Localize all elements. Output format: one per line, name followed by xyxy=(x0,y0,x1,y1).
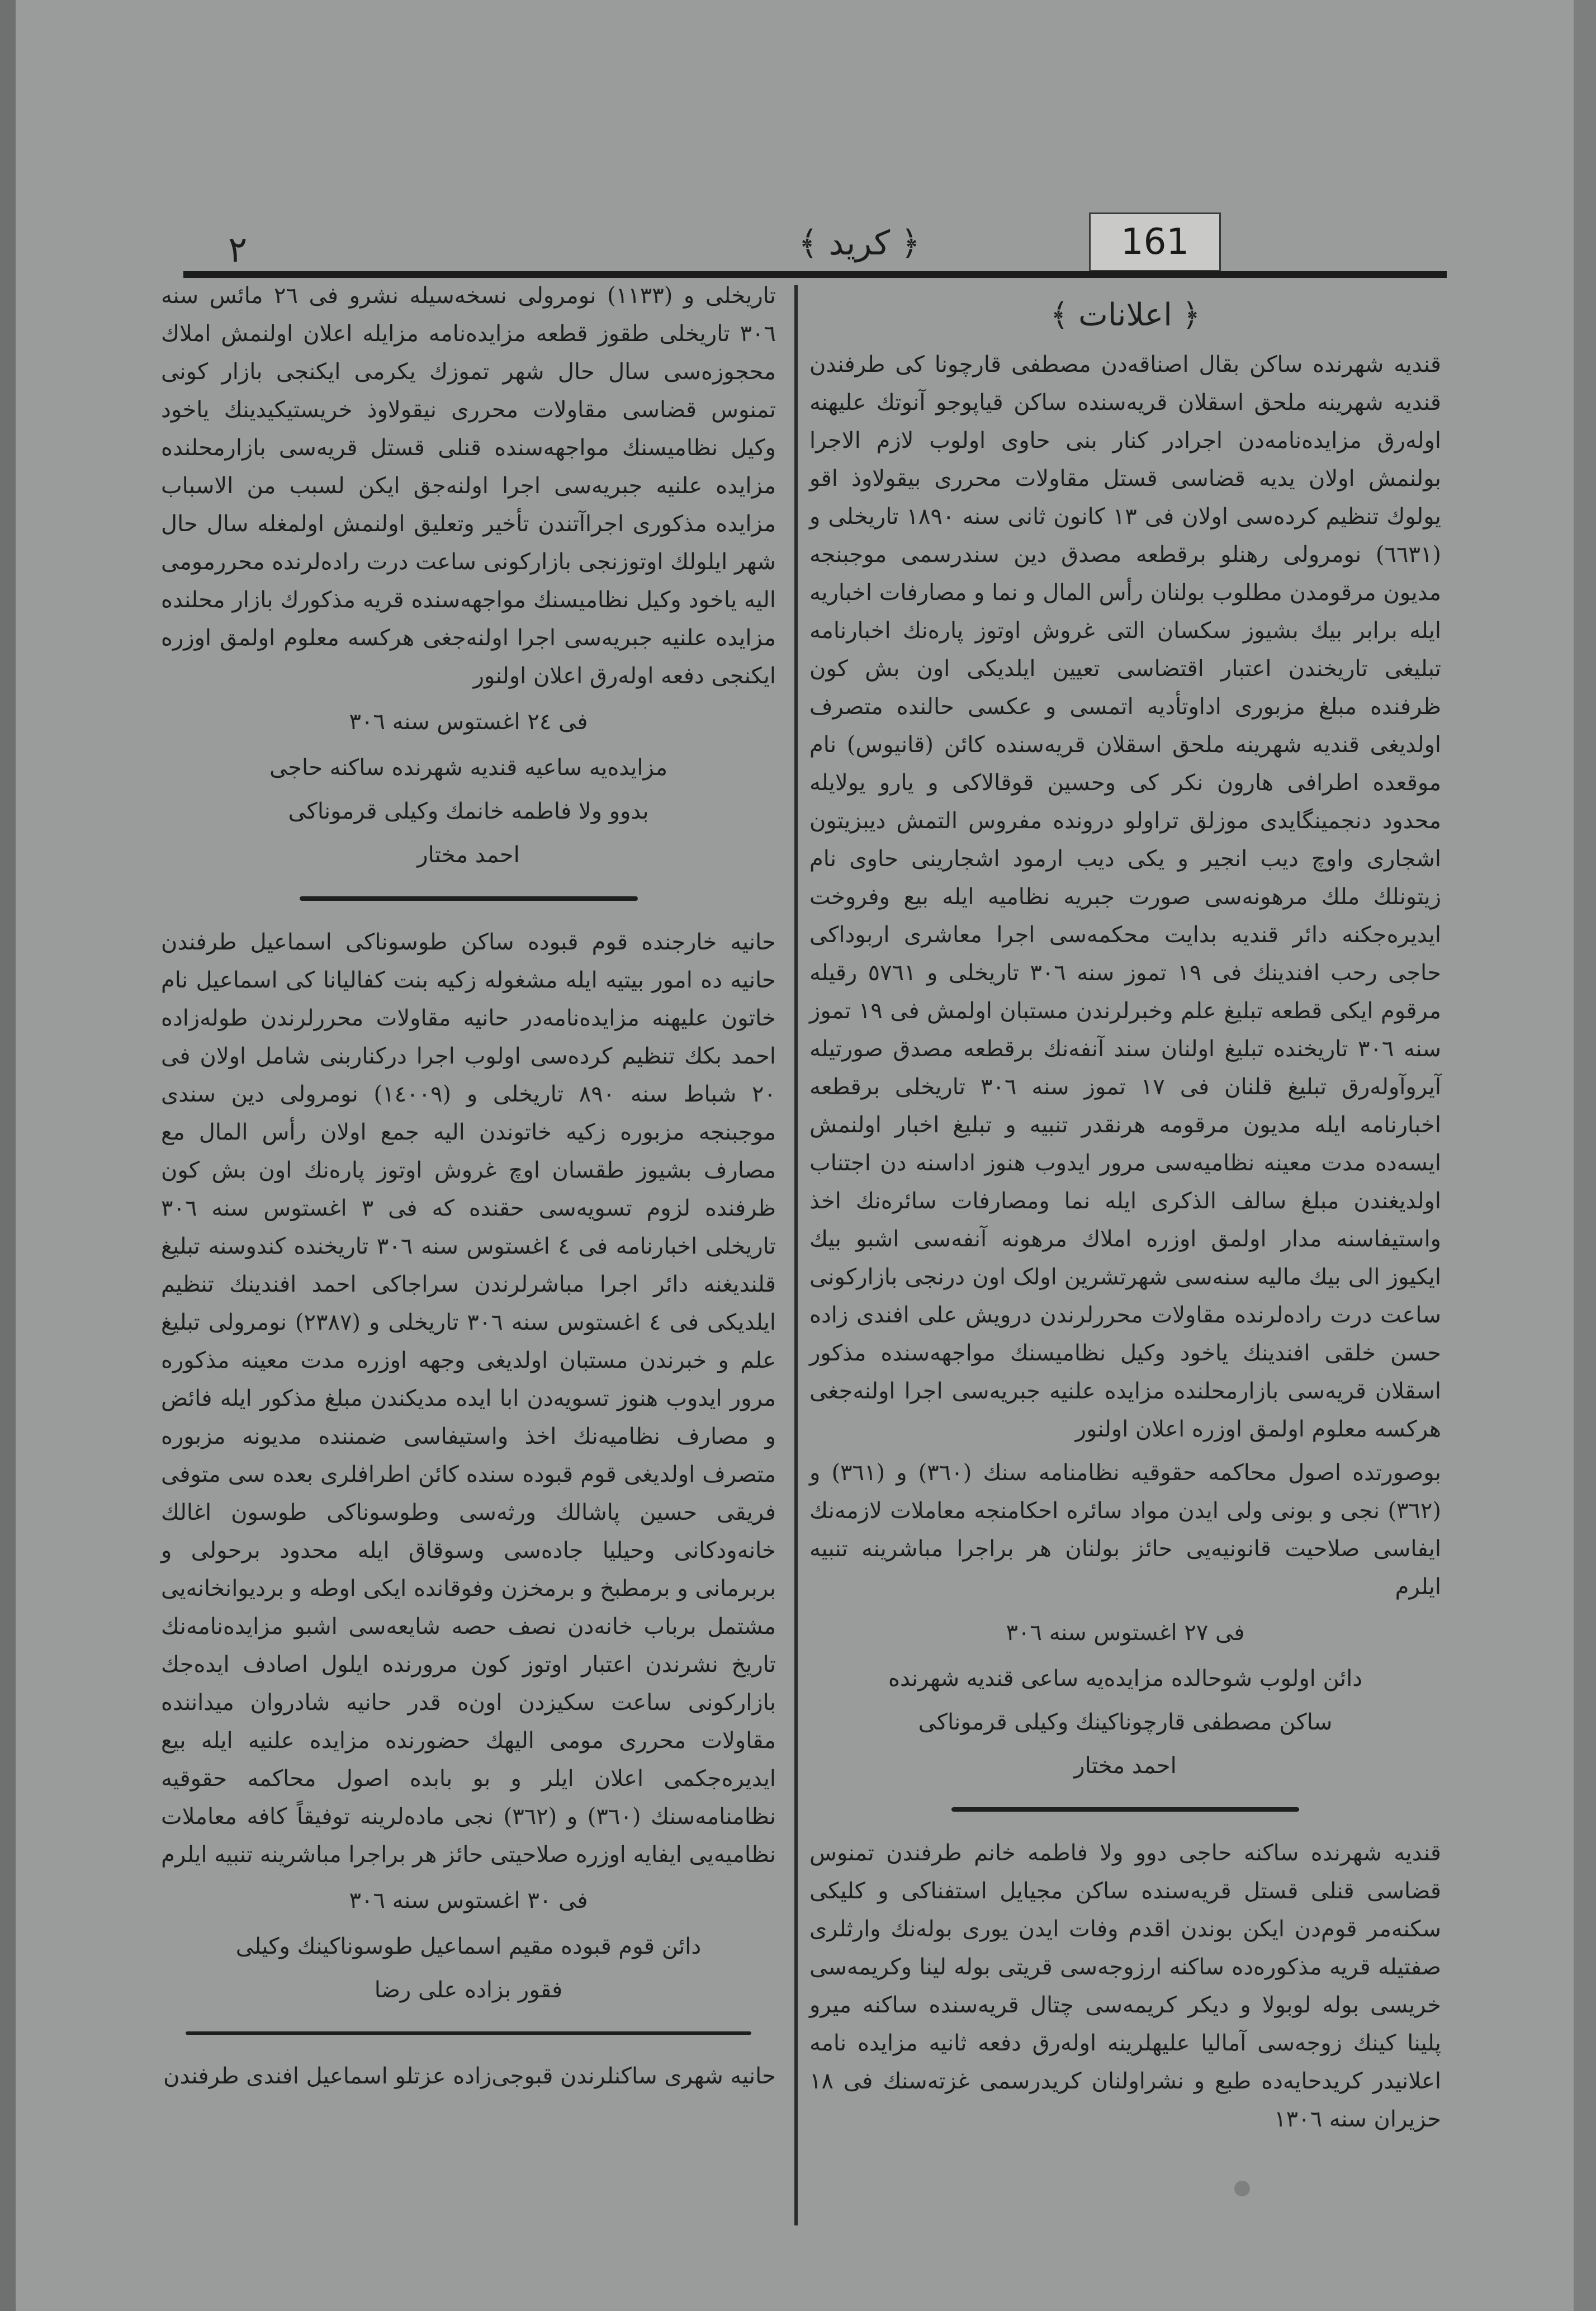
left-column xyxy=(161,277,776,2101)
ad-paragraph: بوصورتده اصول محاکمه حقوقیه نظامنامه سنك (٣٦٠) و (٣٦١) و (٣٦٢) نجی و بونی ولی ایدن مواد سائره احکامنجه معاملات لازمه‌نك ایفاسی صلاحیت قانونیه‌یی حائز بولنان هر براجرا مباشرینه تنبیه ایلرم xyxy=(809,1460,1441,1600)
ad-signature-line: ساکن مصطفی قارچوناکینك وکیلی قرموناکی xyxy=(918,1709,1333,1735)
ad-paragraph: حانیه خارجنده قوم قبوده ساکن طوسوناکی اسماعیل طرفندن حانیه ده امور بیتیه ایله مشغوله زکیه بنت کفالیانا کی اسماعیل نام خاتون علیهنه مزایده‌نامه‌در حانیه مقاولات محررلرندن طوله‌زاده احمد بکك تنظیم کرده‌سی اولوب اجرا درکناربنی شامل اولان فی ٢٠ شباط سنه ٨٩٠ تاریخلی و (١٤٠٠٩) نومرولی دین سندی موجبنجه مزبوره زکیه خاتوندن الیه جمع اولان رأس المال مع مصارف بشیوز طقسان اوچ غروش اوتوز پاره‌نك اون بش کون ظرفنده لزوم تسویه‌سی حقنده که فی ٣ اغستوس سنه ٣٠٦ تاریخلی اخبارنامه فی ٤ اغستوس سنه ٣٠٦ تاریخنده کندوسنه تبلیغ قلندیغنه دائر اجرا مباشرلرندن سراجاکی احمد افندینك تنظیم ایلدیکی فی ٤ اغستوس سنه ٣٠٦ تاریخلی و (٢٣٨٧) نومرولی تبلیغ علم و خبرندن مستبان اولدیغی وجهه اوزره مدت معینه مذکوره مرور ایدوب هنوز تسویه‌دن ابا ایده مدیکندن مبلغ مذکور ایله فائض و مصارف نظامیه‌نك اخذ واستیفاسی ضمننده مدیونه مزبوره متصرف اولدیغی قوم قبوده سنده کائن اطرافلری بعده سی متوفی فریقی حسین پاشالك ورثه‌سی وطوسوناکی طوسون اغالك خانه‌ودکانی وحیلیا جاده‌سی وسوقاق ایله محدود برحولی و بربرمانی و برمطبخ و برمخزن وفوقانده ایکی اوطه و بردیوانخانه‌یی مشتمل برباب خانه‌دن نصف حصه شایعه‌سی اشبو مزایده‌نامه‌نك تاریخ نشرندن اعتبار اوتوز کون مرورنده ایلول اصادف ایده‌جك بازارکونی ساعت سکیزدن اون‌ه قدر حانیه شادروان میداننده مقاولات محرری مومی الیهك حضورنده مزایده علنیه ایله بیع ایدیره‌جکمی اعلان ایلر و بو بابده اصول محاکمه حقوقیه نظامنامه‌سنك (٣٦٠) و (٣٦٢) نجی ماده‌لرینه توفیقاً کافه معاملات نظامیه‌یی ایفایه اوزره صلاحیتی حائز هر براجرا مباشرینه تنبیه ایلرم xyxy=(161,929,776,1868)
column-divider xyxy=(794,285,798,2225)
ad-signature-name: فقور بزاده علی رضا xyxy=(374,1977,563,2003)
ad-paragraph: قندیه شهرنده ساکن بقال اصناقه‌دن مصطفی قارچونا کی طرفندن قندیه شهرینه ملحق اسقلان قریه‌سنده ساکن قیاپوجو آنوتك علیهنه اوله‌رق مزایده‌نامه‌دن اجرادر کنار بنی حاوی اولوب لازم الاجرا بولنمش اولان یدیه قضاسی قستل مقاولات محرری بیقولاوذ اقو یولوك تنظیم کرده‌سی اولان فی ١٣ کانون ثانی سنه ١٨٩٠ تاریخلی و (٦٦٣١) نومرولی رهنلو برقطعه مصدق دین سندرسمی موجبنجه مدیون مرقومدن مطلوب بولنان رأس المال و نما و مصارفات اخباریه ایله برابر بیك بشیوز سکسان التی غروش اوتوز پاره‌نك اخبارنامه تبلیغی تاریخندن اعتبار اقتضاسی تعیین ایلدیکی اون بش کون ظرفنده مبلغ مزبوری اداوتأدیه اتمسی و عکسی حالنده متصرف اولدیغی قندیه شهرینه ملحق اسقلان قریه‌سنده کائن (قانیوس) نام موقعده اطرافی هارون نکر کی وحسین قوقالاکی و یارو یولایله محدود دنجمینگایدی موزلق تراولو درونده مفروس التمش دیبزیتون اشجاری واوچ دیب انجیر و یکی دیب ارمود اشجارینی حاوی نام زیتونلك ملك مرهونه‌سی صورت جبریه نظامیه ایله بیع وفروخت ایدیره‌جکنه دائر قندیه بدایت محکمه‌سی اجرا معاشری اربوداکی حاجی رحب افندینك فی ١٩ تموز سنه ٣٠٦ تاریخلی و ٥٧٦١ رقیله مرقوم ایکی قطعه تبلیغ علم وخبرلرندن مستبان اولمش فی ١٩ تموز سنه ٣٠٦ تاریخنده تبلیغ اولنان سند آنفه‌نك برقطعه مصدق صورتیله آیروآوله‌رق تبلیغ قلنان فی ١٧ تموز سنه ٣٠٦ تاریخلی برقطعه اخبارنامه ایله مدیون مرقومه هرنقدر تنبیه و تبلیغ اخبار اولنمش ایسه‌ده مدت معینه نظامیه‌سی مرور ایدوب هنوز اداسنه دن اجتناب اولدیغندن مبلغ سالف الذکری ایله نما ومصارفات سائره‌نك اخذ واستیفاسنه مدار اولمق اوزره املاك مرهونه آنفه‌سی اشبو بیك ایکیوز الی بیك مالیه سنه‌سی شهرتشرین اولک اون درنجی بازارکونی ساعت درت راده‌لرنده مقاولات محررلرندن درویش علی افندی زاده حسن خلقی افندینك یاخود وکیل نظامیسنك مواجهه‌سنده مذکور اسقلان قریه‌سی بازارمحلنده مزایده علنیه جبریه‌سی اجرا اولنه‌جغی هرکسه معلوم اولمق اوزره اعلان اولنور xyxy=(809,352,1442,1442)
ad-signature-name: احمد مختار xyxy=(1074,1753,1177,1779)
ad-paragraph: قندیه شهرنده ساکنه حاجی دوو ولا فاطمه خانم طرفندن تمنوس قضاسی قنلی قستل قریه‌سنده ساکن مجیایل استفناکی و کلیکی سکنه‌مر قوم‌دن ایکن بوندن اقدم وفات ایدن یوری بوله‌نك وارثلری صفتیله قریه مذکوره‌ده ساکنه ارزوجه‌سی قریتی بوله لینا وکریمه‌سی خریسی بوله لوبولا و دیکر کریمه‌سی چتال قریه‌سنده ساکنه میرو پلینا کینك زوجه‌سی آمالیا علیهلرینه اوله‌رق دفعه ثانیه مزایده نامه اعلانیدر کریدحایه‌ده طبع و نشراولنان کریدرسمی غزته‌سنك فی ١٨ حزیران سنه ١٣٠٦ xyxy=(809,1840,1441,2132)
masthead-title: ﴿ كريد ﴾ xyxy=(798,224,921,263)
separator xyxy=(951,1807,1299,1812)
separator xyxy=(186,2031,751,2035)
ad-signature-name: احمد مختار xyxy=(417,842,520,868)
ad-signature-line: مزایده‌یه ساعیه قندیه شهرنده ساکنه حاجی xyxy=(269,755,668,781)
ad-signature-line: بدوو ولا فاطمه خانمك وکیلی قرموناکی xyxy=(288,798,649,824)
ad-signature-line: دائن اولوب شوحالده مزایده‌یه ساعی قندیه شهرنده xyxy=(888,1666,1363,1691)
ad-date: فی ٢٤ اغستوس سنه ٣٠٦ xyxy=(349,709,588,735)
newspaper-page xyxy=(16,0,1574,2311)
ad-date: فی ٣٠ اغستوس سنه ٣٠٦ xyxy=(349,1888,588,1913)
ad-paragraph: تاریخلی و (١١٣٣) نومرولی نسخه‌سیله نشرو فی ٢٦ مائس سنه ٣٠٦ تاریخلی طقوز قطعه مزایده‌نامه مزایله اعلان اولنمش املاك محجوزه‌سی سال حال شهر تموزك یکرمی ایکنجی بازار کونی تمنوس قضاسی مقاولات محرری نیقولاوذ خریستیکیدینك یاخود وکیل نظامیسنك مواجهه‌سنده قنلی قستل قریه‌سی بازارمحلنده مزایده علنیه جبریه‌سی اجرا اولنه‌جق ایکن لسبب من الاسباب مزایده مذکوری اجراآتندن تأخیر وتعلیق اولنمش اولمغله سال حال شهر ایلولك اوتوزنجی بازارکونی ساعت درت راده‌لرنده محررمومی الیه یاخود وکیل نظامیسنك مواجهه‌سنده قریه مذکورك بازار محلنده مزایده علنیه جبریه‌سی اجرا اولنه‌جغی هرکسه معلوم اولمق اوزره ایکنجی دفعه اوله‌رق اعلان اولنور xyxy=(161,283,776,689)
ad-paragraph: حانیه شهری ساکنلرندن قبوجی‌زاده عزتلو اسماعیل افندی طرفندن xyxy=(163,2063,776,2089)
ad-signature-line: دائن قوم قبوده مقیم اسماعیل طوسوناکینك وکیلی xyxy=(235,1934,702,1959)
ads-section-title: ﴿ اعلانات ﴾ xyxy=(1050,297,1201,333)
archive-stamp: 161 xyxy=(1089,212,1221,272)
right-column xyxy=(809,296,1441,2144)
page-number: ٢ xyxy=(228,229,248,271)
scan-edge-left xyxy=(0,0,16,2311)
paper-spot xyxy=(1234,2181,1250,2196)
ad-date: فی ٢٧ اغستوس سنه ٣٠٦ xyxy=(1006,1620,1245,1646)
scan-edge-right xyxy=(1574,0,1596,2311)
separator xyxy=(300,896,638,901)
